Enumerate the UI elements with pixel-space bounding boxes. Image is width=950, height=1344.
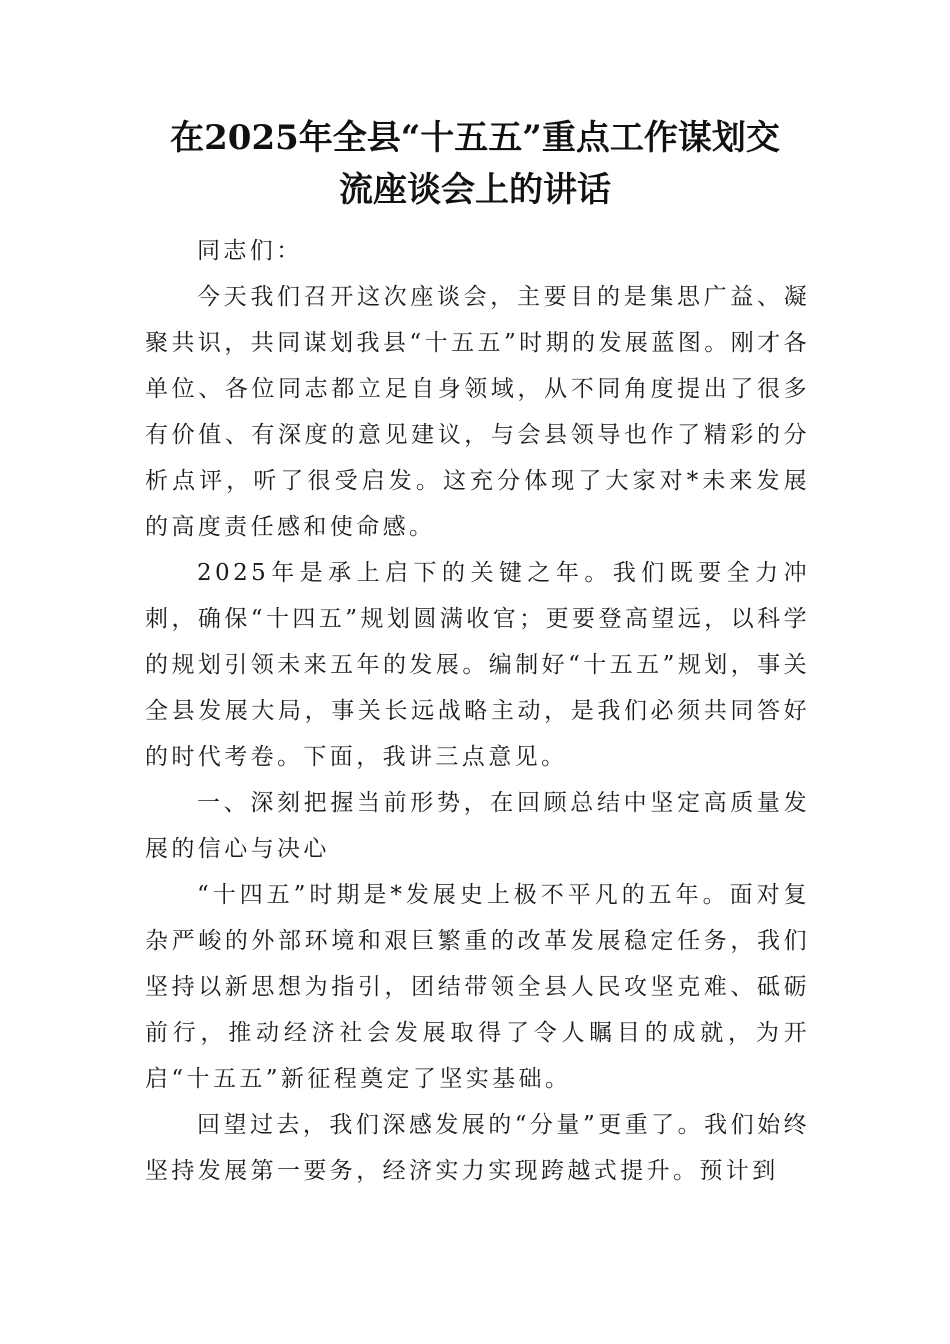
body-paragraph: 回望过去，我们深感发展的“分量”更重了。我们始终坚持发展第一要务，经济实力实现跨越式提升。预计到 [145,1112,810,1184]
body-paragraph: 今天我们召开这次座谈会，主要目的是集思广益、凝聚共识，共同谋划我县“十五五”时期的发展蓝图。刚才各单位、各位同志都立足自身领域，从不同角度提出了很多有价值、有深度的意见建议，与会县领导也作了精彩的分析点评，听了很受启发。这充分体现了大家对*未来发展的高度责任感和使命感。 [145,284,810,540]
document-title [120,112,830,216]
title-line-1: 在2025年全县“十五五”重点工作谋划交 [170,118,780,158]
salutation: 同志们： [197,238,303,264]
title-line-2: 流座谈会上的讲话 [339,170,611,210]
document-body [145,228,810,1194]
body-paragraph: 2025年是承上启下的关键之年。我们既要全力冲刺，确保“十四五”规划圆满收官；更要登高望远，以科学的规划引领未来五年的发展。编制好“十五五”规划，事关全县发展大局，事关长远战略主动，是我们必须共同答好的时代考卷。下面，我讲三点意见。 [145,560,810,770]
body-paragraph: “十四五”时期是*发展史上极不平凡的五年。面对复杂严峻的外部环境和艰巨繁重的改革发展稳定任务，我们坚持以新思想为指引，团结带领全县人民攻坚克难、砥砺前行，推动经济社会发展取得了令人瞩目的成就，为开启“十五五”新征程奠定了坚实基础。 [145,882,810,1092]
section-heading: 一、深刻把握当前形势，在回顾总结中坚定高质量发展的信心与决心 [145,790,810,862]
